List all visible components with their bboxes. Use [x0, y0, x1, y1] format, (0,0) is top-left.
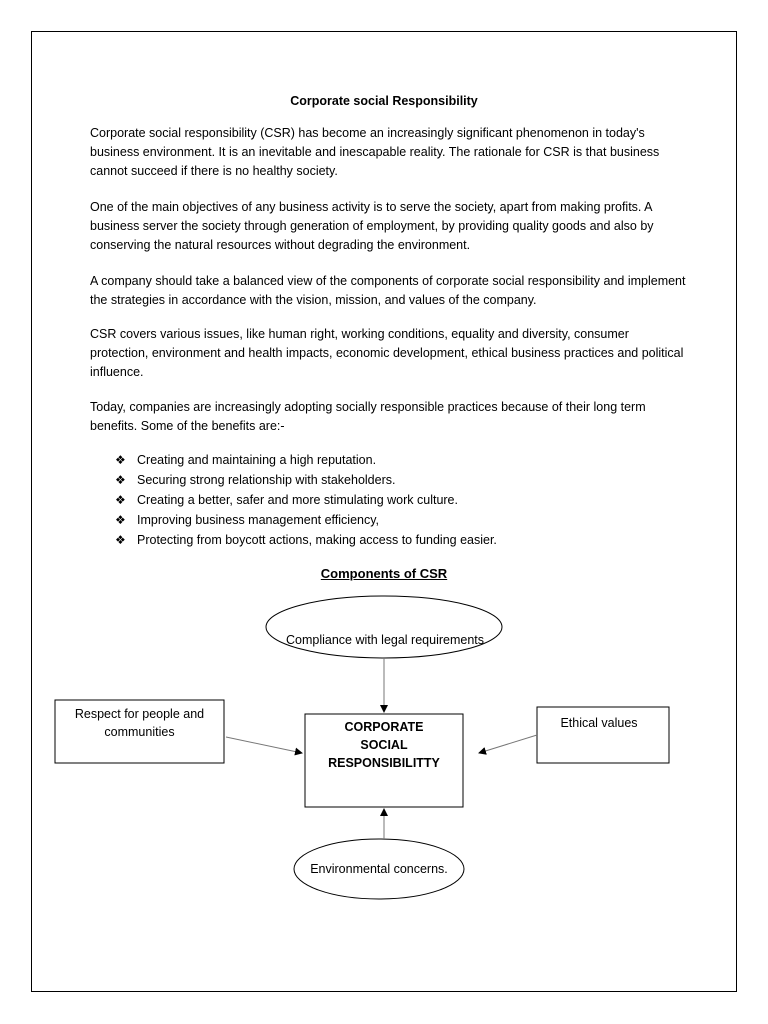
- paragraph-objectives: One of the main objectives of any business activity is to serve the society, apart from making profits. A business server the society through generation of employment, by providing quality goods and also by conserving the natural resources without degrading the environment.: [90, 200, 654, 252]
- bullet-diamond-icon: ❖: [115, 453, 126, 467]
- list-item-text: Improving business management efficiency,: [137, 513, 380, 527]
- bottom-node-label: Environmental concerns.: [310, 862, 448, 876]
- paragraph-intro: Corporate social responsibility (CSR) has become an increasingly significant phenomenon in today's business environment. It is an inevitable and inescapable reality. The rationale for CSR is that business cannot succeed if there is no healthy society.: [90, 126, 660, 178]
- bullet-diamond-icon: ❖: [115, 493, 126, 507]
- list-item: [115, 490, 497, 510]
- list-item-text: Creating and maintaining a high reputation.: [137, 453, 377, 467]
- paragraph-balanced-view: A company should take a balanced view of the components of corporate social responsibility and implement the strategies in accordance with the vision, mission, and values of the company.: [90, 274, 686, 307]
- paragraph-benefits-intro: Today, companies are increasingly adopting socially responsible practices because of their long term benefits. Some of the benefits are:-: [90, 400, 646, 433]
- list-item-text: Securing strong relationship with stakeholders.: [137, 473, 396, 487]
- benefits-list: [115, 450, 497, 550]
- list-item: [115, 510, 497, 530]
- list-item: [115, 450, 497, 470]
- center-node-label: CORPORATE SOCIAL RESPONSIBILITTY: [328, 720, 440, 770]
- left-node-label: Respect for people and communities: [74, 707, 205, 739]
- list-item: [115, 470, 497, 490]
- bullet-diamond-icon: ❖: [115, 473, 126, 487]
- document-title: Corporate social Responsibility: [290, 94, 478, 108]
- list-item-text: Creating a better, safer and more stimulating work culture.: [137, 493, 458, 507]
- right-node-label: Ethical values: [560, 716, 638, 730]
- bullet-diamond-icon: ❖: [115, 513, 126, 527]
- paragraph-issues: CSR covers various issues, like human right, working conditions, equality and diversity, consumer protection, environment and health impacts, economic development, ethical business practices and political influence.: [90, 327, 684, 379]
- list-item: [115, 530, 497, 550]
- top-node-label: Compliance with legal requirements: [285, 633, 484, 647]
- components-heading: Components of CSR: [320, 566, 448, 581]
- bullet-diamond-icon: ❖: [115, 533, 126, 547]
- list-item-text: Protecting from boycott actions, making access to funding easier.: [137, 533, 497, 547]
